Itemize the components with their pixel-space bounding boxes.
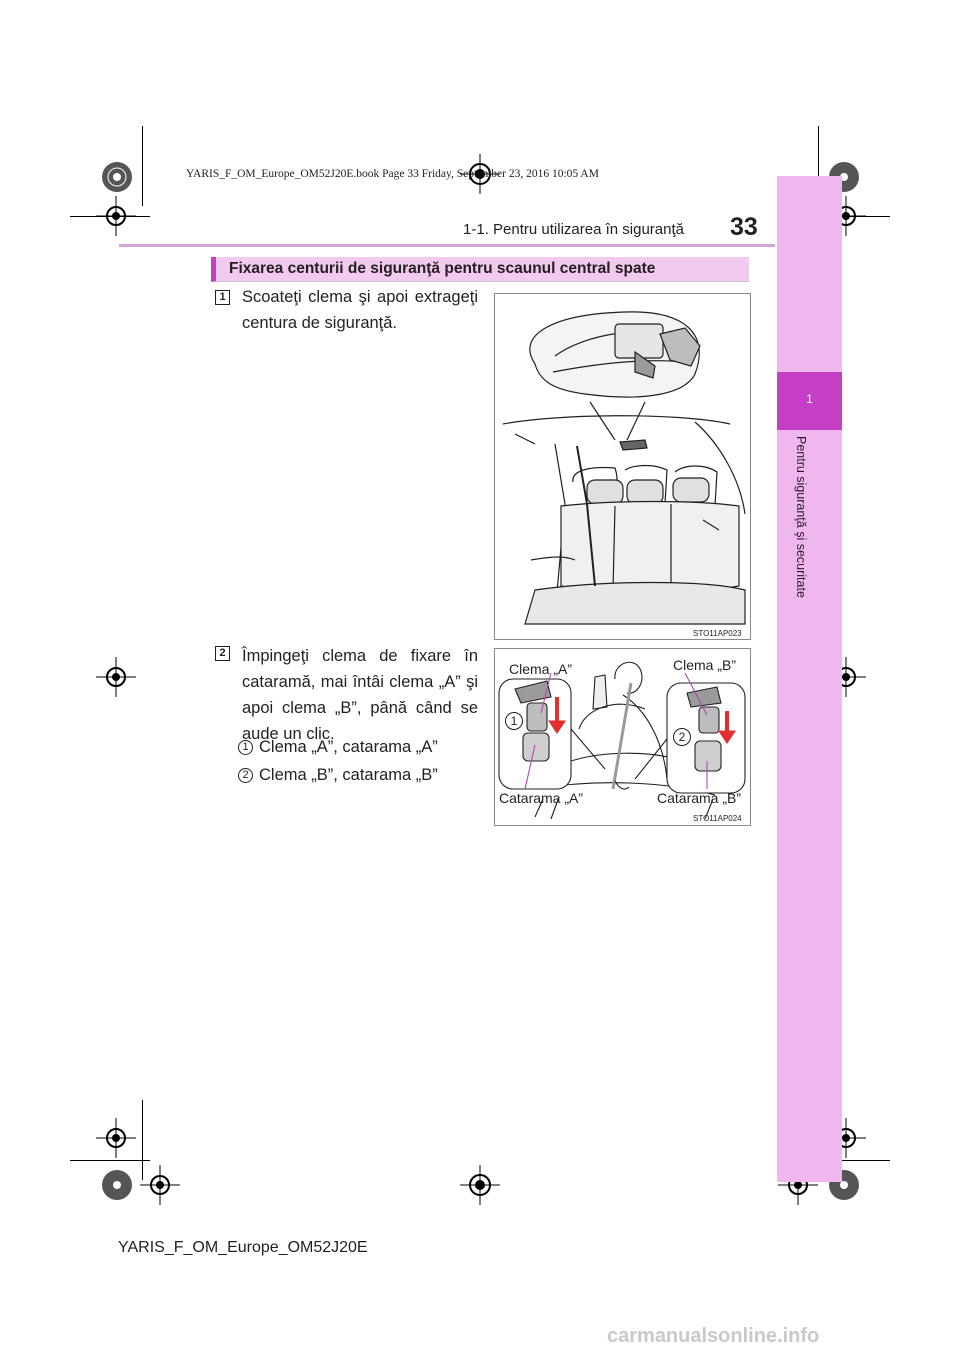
- page-number: 33: [730, 213, 758, 241]
- label-buckle-b: Catarama „B”: [657, 790, 742, 806]
- label-clip-b: Clema „B”: [673, 657, 737, 673]
- label-clip-a: Clema „A”: [509, 661, 573, 677]
- figure-code: STO11AP024: [693, 814, 742, 823]
- step-1-text: Scoateţi clema şi apoi extrageţi centura de siguranţă.: [242, 288, 478, 332]
- registration-mark-top-left: [100, 160, 134, 194]
- registration-mark-bottom-left: [100, 1168, 134, 1202]
- item-number: 1: [238, 740, 253, 755]
- running-head: 1-1. Pentru utilizarea în siguranţă: [463, 221, 684, 238]
- registration-mark-left-middle: [96, 657, 136, 697]
- figure-rear-seat: [494, 293, 751, 640]
- item-text: Clema „B”, catarama „B”: [259, 766, 438, 784]
- label-buckle-a: Catarama „A”: [499, 790, 584, 806]
- registration-mark-left-top: [96, 196, 136, 236]
- step-number-box: 1: [215, 290, 230, 305]
- registration-mark-bottom: [460, 1165, 500, 1205]
- figure-buckles: [494, 648, 751, 826]
- callout-number: 1: [505, 712, 523, 730]
- chapter-side-tab: [777, 176, 842, 1182]
- item-text: Clema „A”, catarama „A”: [259, 738, 438, 756]
- callout-number: 2: [673, 728, 691, 746]
- footer-code: YARIS_F_OM_Europe_OM52J20E: [118, 1239, 368, 1256]
- rear-seat-illustration: [495, 294, 750, 639]
- item-number: 2: [238, 768, 253, 783]
- section-heading-bar: [211, 257, 749, 282]
- header-rule: [119, 244, 775, 247]
- book-info: YARIS_F_OM_Europe_OM52J20E.book Page 33 Friday, September 23, 2016 10:05 AM: [186, 168, 599, 180]
- registration-mark-left-bottom: [96, 1118, 136, 1158]
- registration-mark-bottom-left-2: [140, 1165, 180, 1205]
- figure-code: STO11AP023: [693, 629, 742, 638]
- step-number-box: 2: [215, 646, 230, 661]
- chapter-title: Pentru siguranţă şi securitate: [794, 436, 808, 598]
- step-2-text: Împingeţi clema de fixare în cataramă, mai întâi clema „A” şi apoi clema „B”, până când se aude un clic.: [242, 647, 478, 743]
- watermark: carmanualsonline.info: [607, 1325, 820, 1347]
- section-title: Fixarea centurii de siguranţă pentru scaunul central spate: [229, 260, 656, 277]
- chapter-number: 1: [806, 392, 813, 406]
